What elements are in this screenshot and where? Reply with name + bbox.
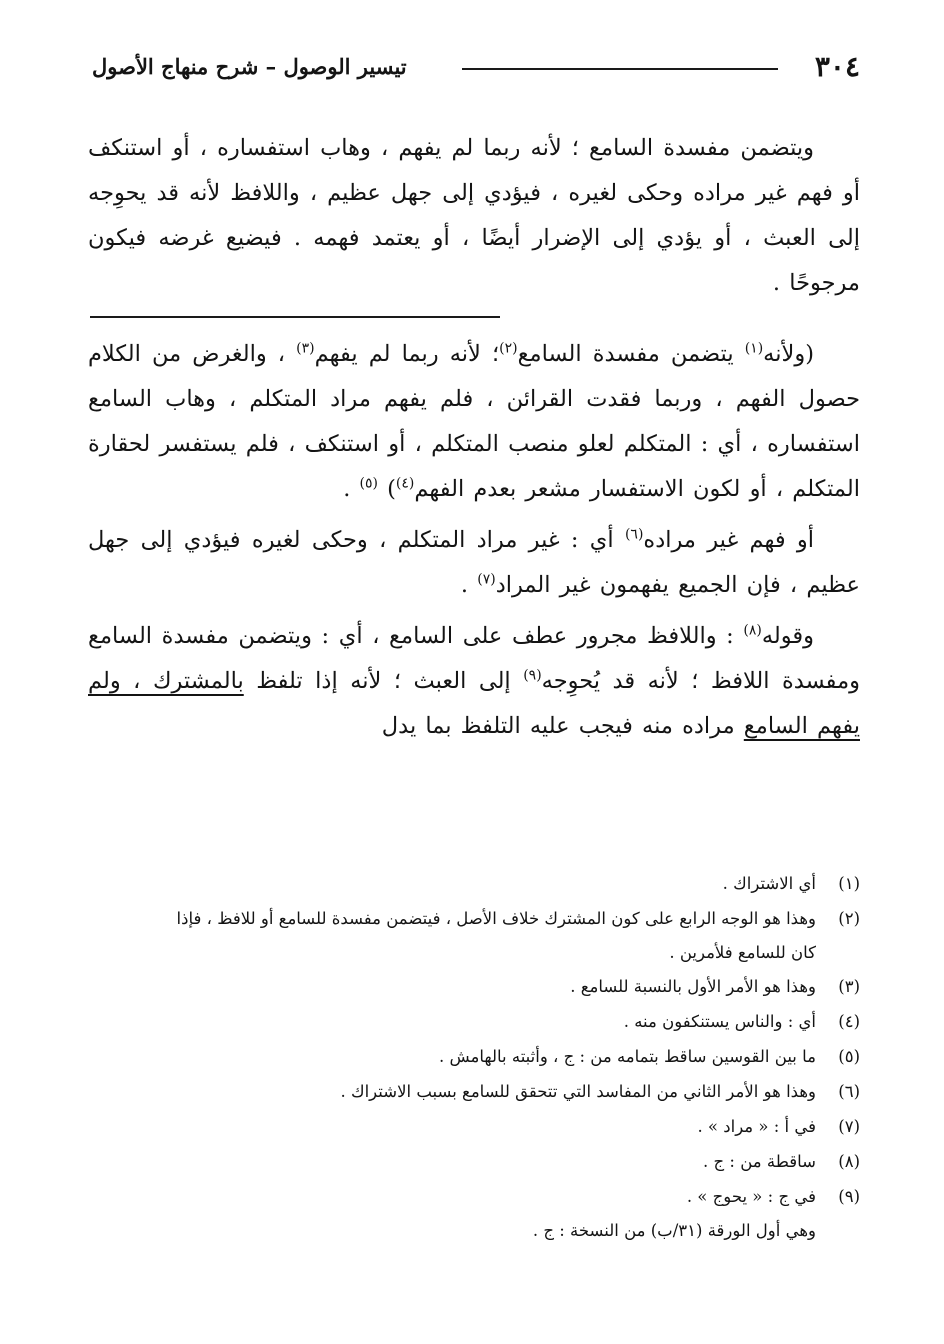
footnote-number: (٧) bbox=[838, 1117, 860, 1136]
text-run: ؛ لأنه ربما لم يفهم bbox=[314, 341, 500, 367]
footnote-number: (٢) bbox=[838, 909, 860, 928]
footnote-number: (١) bbox=[838, 874, 860, 893]
text-run: إلى العبث ؛ لأنه إذا تلفظ bbox=[243, 668, 524, 694]
footnote-ref-8[interactable]: (٨) bbox=[743, 622, 762, 639]
quote-rule-wrap bbox=[88, 316, 860, 318]
underlined-text: بالمشترك ، ولم يفهم السامع bbox=[88, 668, 860, 739]
footnote-text: ما بين القوسين ساقط بتمامه من : ج ، وأثبته بالهامش . bbox=[438, 1047, 816, 1066]
footnote-ref-6[interactable]: (٦) bbox=[624, 526, 644, 543]
main-text bbox=[88, 126, 860, 749]
text-run: : واللافظ مجرور عطف على السامع ، أي : ويتضمن مفسدة السامع ومفسدة اللافظ ؛ لأنه قد يُحوِجه bbox=[88, 623, 860, 694]
quote-line-3: واللافظ لأنه قد يحوِجه إلى العبث ، أو يؤدي إلى الإضرار أيضًا ، أو bbox=[88, 180, 861, 251]
footnote-ref-3[interactable]: (٣) bbox=[296, 340, 315, 357]
footnote-number: (٦) bbox=[838, 1082, 860, 1101]
footnote-2-continuation: كان للسامع فلأمرين . bbox=[669, 943, 816, 962]
text-run: ، والغرض من الكلام حصول الفهم ، وربما فقدت القرائن ، فلم يفهم مراد المتكلم ، وهاب السامع استفساره ، أي : المتكلم لعلو منصب المتكلم ، أو استنكف ، فلم يستفسر لحقارة المتكلم ، أو لكون الاستفسار مشعر بعدم الفهم bbox=[88, 341, 860, 502]
header-rule bbox=[462, 68, 778, 70]
footnote-ref-2[interactable]: (٢) bbox=[499, 340, 518, 357]
footnote-text: ساقطة من : ج . bbox=[703, 1152, 816, 1171]
footnote-text: في أ : « مراد » . bbox=[697, 1117, 816, 1136]
quote-separator-rule bbox=[90, 316, 500, 318]
text-run: وقوله bbox=[761, 623, 814, 649]
footnote-number: (٨) bbox=[838, 1152, 860, 1171]
text-run: أي : غير مراد المتكلم ، وحكى لغيره فيؤدي إلى جهل عظيم ، فإن الجميع يفهمون غير المراد bbox=[88, 527, 860, 598]
footnote-text: أي : والناس يستنكفون منه . bbox=[623, 1012, 816, 1031]
footnote-number: (٩) bbox=[838, 1187, 860, 1206]
footnote-text: أي الاشتراك . bbox=[722, 874, 816, 893]
footnote-8 bbox=[88, 1144, 860, 1179]
page-number: ٣٠٤ bbox=[814, 50, 860, 83]
footnote-4 bbox=[88, 1004, 860, 1039]
footnote-ref-7[interactable]: (٧) bbox=[477, 571, 496, 588]
commentary-paragraph-3 bbox=[88, 614, 860, 749]
quote-line-2: استنكف أو فهم غير مراده وحكى لغيره ، فيؤدي إلى جهل عظيم ، bbox=[88, 135, 860, 206]
page-header bbox=[92, 46, 860, 94]
text-run: مراده منه فيجب عليه التلفظ بما يدل bbox=[381, 713, 744, 739]
footnote-ref-4[interactable]: (٤) bbox=[395, 475, 415, 492]
running-title: تيسير الوصول – شرح منهاج الأصول bbox=[92, 54, 407, 79]
text-run: . bbox=[343, 476, 360, 502]
footnote-text: في ج : « يحوج » . bbox=[686, 1187, 816, 1206]
footnote-ref-5[interactable]: (٥) bbox=[359, 475, 378, 492]
footnote-1 bbox=[88, 866, 860, 901]
footnote-text: وهذا هو الأمر الأول بالنسبة للسامع . bbox=[570, 977, 816, 996]
matn-quote bbox=[88, 126, 860, 314]
quote-text bbox=[88, 126, 860, 306]
footnote-9 bbox=[88, 1179, 860, 1214]
footnote-3 bbox=[88, 969, 860, 1004]
footnote-9-extra: وهي أول الورقة (٣١/ب) من النسخة : ج . bbox=[532, 1221, 816, 1240]
text-run: يتضمن مفسدة السامع bbox=[517, 341, 745, 367]
commentary-paragraph-1 bbox=[88, 332, 860, 512]
text-run: . bbox=[460, 572, 478, 598]
footnote-number: (٥) bbox=[838, 1047, 860, 1066]
text-run: ) bbox=[387, 476, 396, 502]
footnote-7 bbox=[88, 1109, 860, 1144]
footnote-text: وهذا هو الأمر الثاني من المفاسد التي تتحقق للسامع بسبب الاشتراك . bbox=[340, 1082, 816, 1101]
quote-line-4: يعتمد فهمه . فيضيع غرضه فيكون مرجوحًا . bbox=[88, 225, 860, 296]
text-run: أو فهم غير مراده bbox=[643, 527, 814, 553]
quote-line-1: ويتضمن مفسدة السامع ؛ لأنه ربما لم يفهم ، وهاب استفساره ، أو bbox=[172, 135, 814, 161]
footnote-6 bbox=[88, 1074, 860, 1109]
text-run: (ولأنه bbox=[763, 341, 814, 367]
footnotes bbox=[88, 866, 860, 1247]
footnote-number: (٤) bbox=[838, 1012, 860, 1031]
footnote-5 bbox=[88, 1039, 860, 1074]
footnote-number: (٣) bbox=[838, 977, 860, 996]
footnote-ref-9[interactable]: (٩) bbox=[523, 667, 542, 684]
footnote-text: وهذا هو الوجه الرابع على كون المشترك خلاف الأصل ، فيتضمن مفسدة للسامع أو للافظ ، فإذا bbox=[176, 909, 816, 928]
footnote-ref-1[interactable]: (١) bbox=[744, 340, 764, 357]
footnote-2 bbox=[88, 901, 860, 936]
commentary-paragraph-2 bbox=[88, 518, 860, 608]
